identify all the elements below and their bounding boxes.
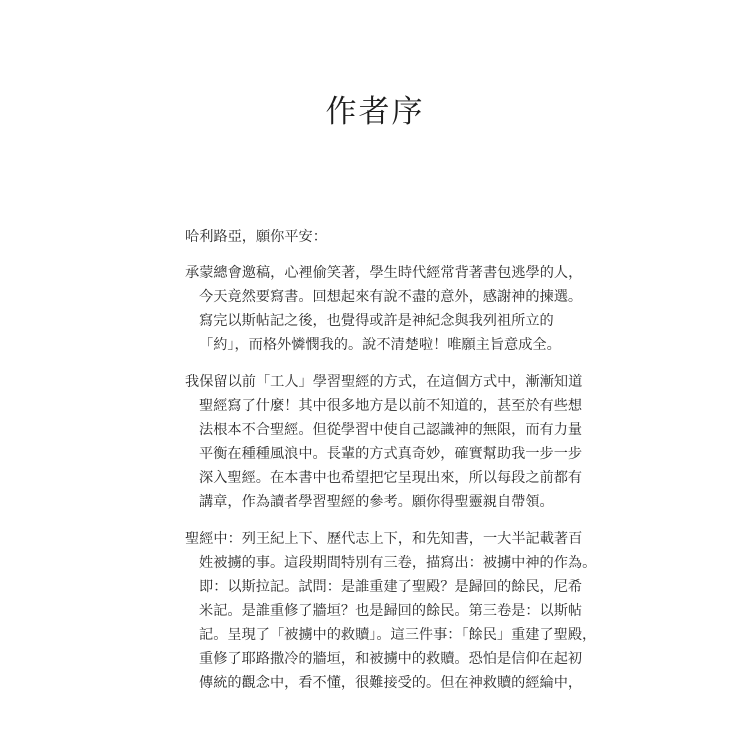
paragraph-line: 米記。是誰重修了牆垣？也是歸回的餘民。第三卷是：以斯帖 xyxy=(199,603,583,619)
paragraph-line: 平衡在種種風浪中。長輩的方式真奇妙，確實幫助我一步一步 xyxy=(199,446,583,462)
paragraph-line: 深入聖經。在本書中也希望把它呈現出來，所以每段之前都有 xyxy=(199,470,583,486)
preface-body xyxy=(185,225,597,708)
page-title: 作者序 xyxy=(325,94,425,130)
paragraph-line: 「約」，而格外憐憫我的。說不清楚啦！唯願主旨意成全。 xyxy=(199,337,561,353)
paragraph xyxy=(185,370,583,514)
paragraph-line: 聖經中：列王紀上下、歷代志上下，和先知書，一大半記載著百 xyxy=(185,531,583,547)
paragraph-line: 聖經寫了什麼！其中很多地方是以前不知道的，甚至於有些想 xyxy=(199,398,583,414)
paragraph-line: 今天竟然要寫書。回想起來有說不盡的意外，感謝神的揀選。 xyxy=(199,289,583,305)
paragraph-line: 姓被擄的事。這段期間特別有三卷，描寫出：被擄中神的作為。 xyxy=(199,555,597,571)
paragraph-line: 傳統的觀念中，看不懂，很難接受的。但在神救贖的經綸中， xyxy=(199,675,583,691)
paragraph-line: 寫完以斯帖記之後，也覺得或許是神紀念與我列祖所立的 xyxy=(199,313,554,329)
paragraph-line: 講章，作為讀者學習聖經的參考。願你得聖靈親自帶領。 xyxy=(199,494,554,510)
paragraph xyxy=(185,527,597,695)
paragraph-line: 即：以斯拉記。試問：是誰重建了聖殿？是歸回的餘民，尼希 xyxy=(199,579,583,595)
paragraph xyxy=(185,261,583,357)
greeting-line: 哈利路亞，願你平安： xyxy=(185,229,327,245)
paragraph-line: 法根本不合聖經。但從學習中使自己認識神的無限，而有力量 xyxy=(199,422,583,438)
paragraph-line: 承蒙總會邀稿，心裡偷笑著，學生時代經常背著書包逃學的人， xyxy=(185,265,583,281)
paragraph-line: 重修了耶路撒冷的牆垣，和被擄中的救贖。恐怕是信仰在起初 xyxy=(199,651,583,667)
paragraph-line: 我保留以前「工人」學習聖經的方式，在這個方式中，漸漸知道 xyxy=(185,374,583,390)
paragraph-line: 記。呈現了「被擄中的救贖」。這三件事：「餘民」重建了聖殿， xyxy=(199,627,597,643)
